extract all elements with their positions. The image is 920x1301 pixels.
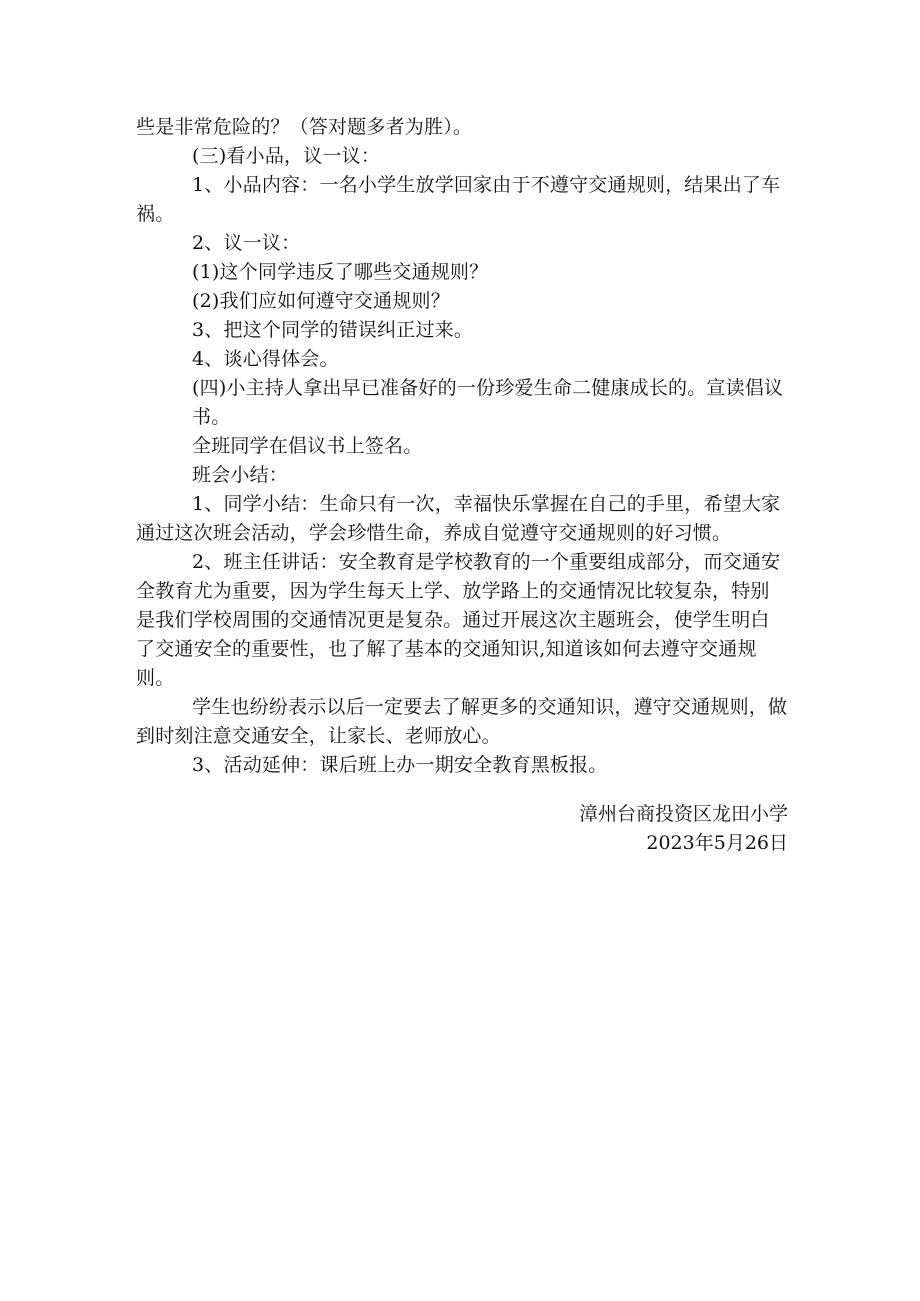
paragraph-reflection: 4、谈心得体会。 — [192, 348, 339, 370]
paragraph-skit-content: 1、小品内容：一名小学生放学回家由于不遵守交通规则，结果出了车祸。 — [136, 174, 781, 225]
paragraph-continuation: 些是非常危险的？（答对题多者为胜）。 — [136, 116, 473, 138]
signature-block — [579, 800, 788, 858]
section-heading-proposal: (四)小主持人拿出早已准备好的一份珍爱生命二健康成长的。宣读倡议书。 — [192, 377, 784, 428]
paragraph-correct: 3、把这个同学的错误纠正过来。 — [192, 319, 474, 341]
paragraph-extension: 3、活动延伸：课后班上办一期安全教育黑板报。 — [192, 754, 608, 776]
paragraph-teacher-speech: 2、班主任讲话：安全教育是学校教育的一个重要组成部分，而交通安全教育尤为重要，因为学生每天上学、放学路上的交通情况比较复杂，特别是我们学校周围的交通情况更是复杂。通过开展这次主题班会，使学生明白了交通安全的重要性，也了解了基本的交通知识,知道该如何去遵守交通规则。 — [136, 551, 781, 689]
document-body — [136, 113, 788, 780]
paragraph-sign: 全班同学在倡议书上签名。 — [192, 435, 423, 457]
paragraph-discuss: 2、议一议： — [192, 232, 301, 254]
document-date: 2023年5月26日 — [646, 832, 788, 854]
question-1: (1)这个同学违反了哪些交通规则？ — [192, 261, 489, 283]
paragraph-student-summary: 1、同学小结：生命只有一次，幸福快乐掌握在自己的手里，希望大家通过这次班会活动，学会珍惜生命，养成自觉遵守交通规则的好习惯。 — [136, 493, 781, 544]
question-2: (2)我们应如何遵守交通规则？ — [192, 290, 450, 312]
section-heading-skit: (三)看小品，议一议： — [192, 145, 381, 167]
paragraph-student-response: 学生也纷纷表示以后一定要去了解更多的交通知识，遵守交通规则，做到时刻注意交通安全，让家长、老师放心。 — [136, 696, 788, 747]
heading-summary: 班会小结： — [192, 464, 289, 486]
school-name: 漳州台商投资区龙田小学 — [578, 803, 788, 825]
